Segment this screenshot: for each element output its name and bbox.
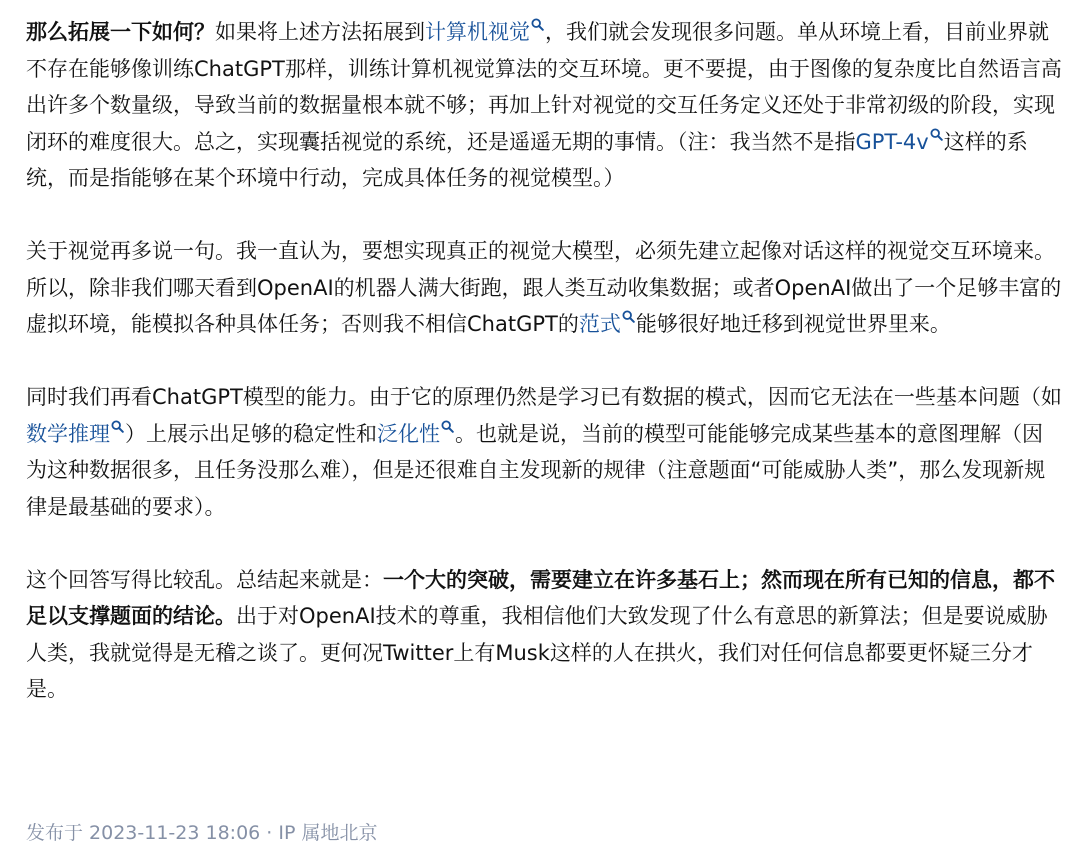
text-span: ）上展示出足够的稳定性和 <box>125 421 377 446</box>
search-link-generalization[interactable] <box>377 422 455 446</box>
text-span: 这样的系统，而是指能够在某个环境中行动，完成具体任务的视觉模型。） <box>26 129 1028 190</box>
text-span: ，我们就会发现很多问题。单从环境上看，目前业界就不存在能够像训练ChatGPT那样，训练计算机视觉算法的交互环境。更不要提，由于图像的复杂度比自然语言高出许多个数量级，导致当前的数据量根本就不够；再加上针对视觉的交互任务定义还处于非常初级的阶段，实现闭环的难度很大。总之，实现囊括视觉的系统，还是遥遥无期的事情。（注：我当然不是指 <box>26 20 1062 154</box>
text-span: 。也就是说，当前的模型可能能够完成某些基本的意图理解（因为这种数据很多，且任务没那么难），但是还很难自主发现新的规律（注意题面“可能威胁人类”，那么发现新规律是最基础的要求）。 <box>26 421 1046 519</box>
paragraph-1 <box>26 14 1062 197</box>
text-span: 关于视觉再多说一句。我一直认为，要想实现真正的视觉大模型，必须先建立起像对话这样的视觉交互环境来。所以，除非我们哪天看到OpenAI的机器人满大街跑，跟人类互动收集数据；或者OpenAI做出了一个足够丰富的虚拟环境，能模拟各种具体任务；否则我不相信ChatGPT的 <box>26 239 1062 336</box>
search-link-label: 数学推理 <box>26 421 110 446</box>
bold-lead: 那么拓展一下如何？ <box>26 20 215 44</box>
text-span: 这个回答写得比较乱。总结起来就是： <box>26 567 383 592</box>
publish-info[interactable]: 发布于 2023-11-23 18:06 · IP 属地北京 <box>26 822 378 844</box>
search-link-math-reasoning[interactable] <box>26 422 125 446</box>
paragraph-3 <box>26 379 1062 525</box>
text-span: 如果将上述方法拓展到 <box>215 20 425 44</box>
bold-summary: 一个大的突破，需要建立在许多基石上；然而现在所有已知的信息，都不足以支撑题面的结论。 <box>26 567 1055 628</box>
text-span: 同时我们再看ChatGPT模型的能力。由于它的原理仍然是学习已有数据的模式，因而它无法在一些基本问题（如 <box>26 385 1062 409</box>
search-link-label: 泛化性 <box>377 421 440 446</box>
search-icon <box>111 420 124 433</box>
search-link-label: 计算机视觉 <box>425 20 530 44</box>
search-link-label: 范式 <box>578 312 621 336</box>
text-span: 出于对OpenAI技术的尊重，我相信他们大致发现了什么有意思的新算法；但是要说威胁人类，我就觉得是无稽之谈了。更何况Twitter上有Musk这样的人在拱火，我们对任何信息都要更怀疑三分才是。 <box>26 604 1048 701</box>
search-link-gpt-4v[interactable] <box>856 130 944 154</box>
search-icon <box>531 18 544 31</box>
search-link-computer-vision[interactable] <box>425 20 545 44</box>
search-icon <box>622 310 635 323</box>
text-span: 能够很好地迁移到视觉世界里来。 <box>635 312 951 336</box>
search-icon <box>930 128 943 141</box>
search-link-label: GPT-4v <box>855 129 929 154</box>
search-icon <box>441 420 454 433</box>
paragraph-2 <box>26 233 1062 343</box>
answer-content <box>26 14 1062 708</box>
paragraph-4 <box>26 562 1062 708</box>
search-link-paradigm[interactable] <box>579 312 636 336</box>
